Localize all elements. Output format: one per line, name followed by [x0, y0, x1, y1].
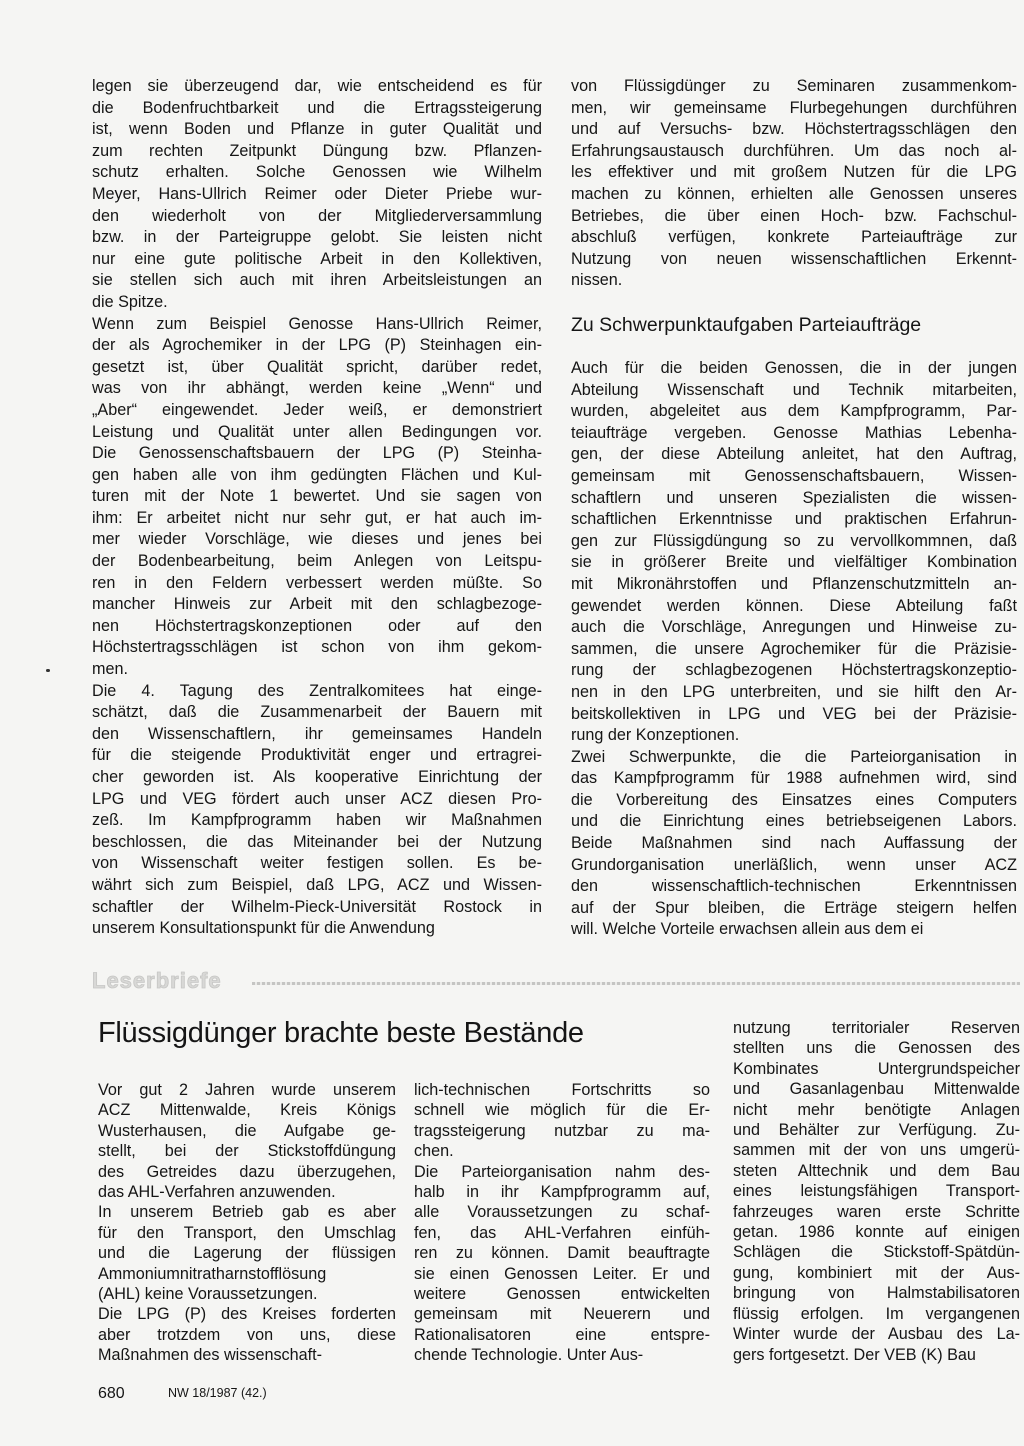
- text-line: Die LPG (P) des Kreises forderten: [98, 1305, 396, 1324]
- letter-column-2: [414, 1080, 710, 1366]
- text-line: men, wir gemeinsame Flurbegehungen durchführen: [571, 98, 1017, 117]
- text-line: alle Voraussetzungen zu schaf-: [414, 1203, 710, 1222]
- text-line: chen.: [414, 1142, 454, 1161]
- text-line: halb in ihr Kampfprogramm auf,: [414, 1183, 710, 1202]
- text-line: unserem Konsultationspunkt für die Anwendung: [92, 919, 435, 938]
- text-line: schaftlern und unseren Spezialisten die wissen-: [571, 488, 1017, 507]
- text-line: schutz erhalten. Solche Genossen wie Wilhelm: [92, 163, 542, 182]
- text-line: nen Höchstertragskonzeptionen oder auf den: [92, 616, 542, 635]
- article-column-top-right: [571, 76, 1017, 292]
- issue-reference: NW 18/1987 (42.): [168, 1386, 267, 1400]
- text-line: und die Lagerung der flüssigen: [98, 1244, 396, 1263]
- text-line: was von ihr abhängt, werden keine „Wenn“ und: [92, 379, 542, 398]
- text-line: getan. 1986 konnte auf einigen: [733, 1223, 1020, 1242]
- text-line: turen mit der Note 1 bewertet. Und sie sagen von: [92, 487, 542, 506]
- text-line: gewendet werden können. Diese Abteilung faßt: [571, 596, 1017, 615]
- text-line: von Flüssigdünger zu Seminaren zusammenkom-: [571, 77, 1017, 95]
- text-line: Die Genossenschaftsbauern der LPG (P) Steinha-: [92, 444, 542, 463]
- text-line: mit Mikronährstoffen und Pflanzenschutzmitteln an-: [571, 574, 1017, 593]
- text-line: mer wieder Vorschläge, wie dieses und jenes bei: [92, 530, 542, 549]
- text-line: Wenn zum Beispiel Genosse Hans-Ullrich Reimer,: [92, 314, 542, 333]
- text-line: gen zur Flüssigdüngung so zu vervollkommnen, daß: [571, 531, 1017, 550]
- text-line: aber trotzdem von uns, diese: [98, 1325, 396, 1344]
- text-line: ihm: Er arbeitet nicht nur sehr gut, er hat auch im-: [92, 508, 542, 527]
- text-line: Nutzung von neuen wissenschaftlichen Erkennt-: [571, 249, 1017, 268]
- text-line: Ammoniumnitratharnstofflösung: [98, 1264, 327, 1283]
- text-line: nur eine gute politische Arbeit in den Kollektiven,: [92, 249, 542, 268]
- text-line: Zwei Schwerpunkte, die die Parteiorganisation in: [571, 747, 1017, 766]
- text-line: cher geworden ist. Als kooperative Einrichtung der: [92, 768, 542, 786]
- text-line: nutzung territorialer Reserven: [733, 1019, 1020, 1037]
- text-line: ren zu können. Damit beauftragte: [414, 1244, 710, 1263]
- text-line: gemeinsam mit Genossenschaftsbauern, Wissen-: [571, 466, 1017, 485]
- text-line: zum rechten Zeitpunkt Düngung bzw. Pflanzen-: [92, 141, 542, 160]
- text-line: und auf Versuchs- bzw. Höchstertragsschlägen den: [571, 120, 1017, 139]
- text-line: gen haben alle von ihm gedüngten Flächen und Kul-: [92, 465, 542, 484]
- text-line: von Wissenschaft weiter festigen sollen. Es be-: [92, 854, 542, 873]
- text-line: ist, wenn Boden und Pflanze in guter Qualität und: [92, 120, 542, 139]
- text-line: rung der Konzeptionen.: [571, 726, 740, 745]
- text-line: schaftlichen Erkenntnisse und praktischen Erfahrun-: [571, 510, 1017, 529]
- text-line: währt sich zum Beispiel, daß LPG, ACZ und Wissen-: [92, 875, 542, 894]
- text-line: mancher Hinweis zur Arbeit mit den schlagbezoge-: [92, 595, 542, 614]
- text-line: wurden, abgeleitet aus dem Kampfprogramm, Par-: [571, 402, 1017, 421]
- text-line: lich-technischen Fortschritts so: [414, 1081, 710, 1099]
- text-line: beschlossen, die das Miteinander bei der Nutzung: [92, 832, 542, 851]
- text-line: machen zu können, erhielten alle Genossen unseres: [571, 184, 1017, 203]
- text-line: ren in den Feldern verbessert werden müßte. So: [92, 573, 542, 592]
- text-line: Schlägen die Stickstoff-Spätdün-: [733, 1243, 1020, 1262]
- page-number: 680: [98, 1385, 125, 1402]
- text-line: fahrzeuges waren erste Schritte: [733, 1202, 1020, 1221]
- text-line: stellten uns die Genossen des: [733, 1039, 1020, 1058]
- section-divider: [92, 968, 1020, 1002]
- text-line: ACZ Mittenwalde, Kreis Königs: [98, 1101, 396, 1120]
- text-line: stellt, bei der Stickstoffdüngung: [98, 1142, 396, 1161]
- text-line: der Bodenbearbeitung, beim Anlegen von Leitspu-: [92, 552, 542, 571]
- text-line: schätzt, daß die Zusammenarbeit der Bauern mit: [92, 703, 542, 722]
- text-line: die Spitze.: [92, 292, 168, 311]
- text-line: auch die Vorschläge, Anregungen und Hinweise zu-: [571, 618, 1017, 637]
- text-line: sie stellen sich auch mit ihren Arbeitsleistungen an: [92, 271, 542, 290]
- text-line: flüssig erfolgen. Im vergangenen: [733, 1304, 1020, 1323]
- text-line: Grundorganisation unerläßlich, wenn unser ACZ: [571, 855, 1017, 874]
- text-line: der als Agrochemiker in der LPG (P) Steinhagen ein-: [92, 336, 542, 355]
- divider-rule: [252, 982, 1020, 985]
- text-line: und Behälter zur Verfügung. Zu-: [733, 1121, 1020, 1140]
- text-line: Höchstertragsschlägen ist schon von ihm gekom-: [92, 638, 542, 657]
- text-line: (AHL) keine Voraussetzungen.: [98, 1285, 318, 1304]
- text-line: chende Technologie. Unter Aus-: [414, 1346, 644, 1365]
- subheading: [571, 314, 1017, 337]
- text-line: gung, kombiniert mit der Aus-: [733, 1263, 1020, 1282]
- text-line: weitere Genossen entwickelten: [414, 1285, 710, 1304]
- text-line: Vor gut 2 Jahren wurde unserem: [98, 1081, 396, 1099]
- text-line: nicht mehr benötigte Anlagen: [733, 1100, 1020, 1119]
- text-line: die Vorbereitung des Einsatzes eines Computers: [571, 790, 1017, 809]
- text-line: die Bodenfruchtbarkeit und die Ertragssteigerung: [92, 98, 542, 117]
- text-line: abschluß verfügen, konkrete Parteiaufträge zur: [571, 228, 1017, 247]
- text-line: gen, der diese Abteilung anleitet, hat den Auftrag,: [571, 445, 1017, 464]
- text-line: schaftler der Wilhelm-Pieck-Universität Rostock in: [92, 897, 542, 916]
- text-line: sammen, die unsere Agrochemiker für die Präzisie-: [571, 639, 1017, 658]
- text-line: Rationalisatoren eine entspre-: [414, 1325, 710, 1344]
- text-line: Leistung und Qualität unter allen Bedingungen vor.: [92, 422, 542, 441]
- text-line: Meyer, Hans-Ullrich Reimer oder Dieter Priebe wur-: [92, 184, 542, 203]
- text-line: das Kampfprogramm für 1988 aufnehmen wird, sind: [571, 769, 1017, 788]
- text-line: In unserem Betrieb gab es aber: [98, 1203, 396, 1222]
- text-line: für den Transport, den Umschlag: [98, 1223, 396, 1242]
- letter-column-1: [98, 1080, 396, 1366]
- text-line: rung der schlagbezogenen Höchstertragskonzeptio-: [571, 661, 1017, 680]
- text-line: Maßnahmen des wissenschaft-: [98, 1346, 323, 1365]
- text-line: den wiederholt von der Mitgliederversammlung: [92, 206, 542, 225]
- text-line: tragssteigerung nutzbar zu ma-: [414, 1121, 710, 1140]
- text-line: Auch für die beiden Genossen, die in der jungen: [571, 359, 1017, 377]
- text-line: bringung von Halmstabilisatoren: [733, 1284, 1020, 1303]
- text-line: Beide Maßnahmen sind nach Auffassung der: [571, 834, 1017, 853]
- text-line: gers fortgesetzt. Der VEB (K) Bau: [733, 1345, 976, 1364]
- text-line: eines leistungsfähigen Transport-: [733, 1182, 1020, 1201]
- article-column-top-right-continued: [571, 358, 1017, 941]
- text-line: den wissenschaftlich-technischen Erkenntnissen: [571, 877, 1017, 896]
- text-line: Die 4. Tagung des Zentralkomitees hat einge-: [92, 681, 542, 700]
- text-line: les effektiver und mit großem Nutzen für die LPG: [571, 163, 1017, 182]
- text-line: steten Alttechnik und dem Bau: [733, 1161, 1020, 1180]
- text-line: Winter wurde der Ausbau des La-: [733, 1325, 1020, 1344]
- letter-column-3: [733, 1018, 1020, 1365]
- text-line: den Wissenschaftlern, ihr gemeinsames Handeln: [92, 724, 542, 743]
- text-line: schnell wie möglich für die Er-: [414, 1101, 710, 1120]
- text-line: Wusterhausen, die Aufgabe ge-: [98, 1121, 396, 1140]
- letter-headline: Flüssigdünger brachte beste Bestände: [98, 1017, 584, 1049]
- text-line: Betriebes, die über einen Hoch- bzw. Fachschul-: [571, 206, 1017, 225]
- text-line: und Gasanlagenbau Mittenwalde: [733, 1080, 1020, 1099]
- text-line: sammen mit der von uns umgerü-: [733, 1141, 1020, 1160]
- text-line: sie einen Genossen Leiter. Er und: [414, 1264, 710, 1283]
- text-line: zeß. Im Kampfprogramm haben wir Maßnahmen: [92, 811, 542, 830]
- text-line: und die Einrichtung eines betriebseigenen Labors.: [571, 812, 1017, 831]
- text-line: Kombinates Untergrundspeicher: [733, 1059, 1020, 1078]
- subheading-text: Zu Schwerpunktaufgaben Parteiaufträge: [571, 314, 922, 336]
- section-label-leserbriefe: Leserbriefe: [92, 968, 222, 993]
- text-line: für die steigende Produktivität enger und ertragrei-: [92, 746, 542, 765]
- margin-speck: [46, 669, 50, 672]
- text-line: Die Parteiorganisation nahm des-: [414, 1162, 710, 1181]
- text-line: fen, das AHL-Verfahren einfüh-: [414, 1223, 710, 1242]
- text-line: sie in größerer Breite und vielfältiger Kombination: [571, 553, 1017, 572]
- text-line: „Aber“ eingewendet. Jeder weiß, er demonstriert: [92, 400, 542, 419]
- text-line: des Getreides dazu überzugehen,: [98, 1162, 396, 1181]
- text-line: bzw. in der Parteigruppe gelobt. Sie leisten nicht: [92, 228, 542, 247]
- text-line: Abteilung Wissenschaft und Technik mitarbeiten,: [571, 380, 1017, 399]
- text-line: men.: [92, 660, 128, 679]
- text-line: auf der Spur bleiben, die Erträge steigern helfen: [571, 898, 1017, 917]
- text-line: teiaufträge vergeben. Genosse Mathias Lebenha-: [571, 423, 1017, 442]
- text-line: gemeinsam mit Neuerern und: [414, 1305, 710, 1324]
- text-line: nen in den LPG unterbreiten, und sie hilft den Ar-: [571, 682, 1017, 701]
- text-line: beitskollektiven in LPG und VEG bei der Präzisie-: [571, 704, 1017, 723]
- text-line: LPG und VEG fördert auch unser ACZ diesen Pro-: [92, 789, 542, 808]
- text-line: nissen.: [571, 271, 623, 290]
- text-line: legen sie überzeugend dar, wie entscheidend es für: [92, 77, 542, 95]
- text-line: will. Welche Vorteile erwachsen allein aus dem ei: [571, 920, 924, 939]
- text-line: Erfahrungsaustausch durchführen. Um das noch al-: [571, 141, 1017, 160]
- article-column-top-left: [92, 76, 542, 940]
- text-line: gesetzt ist, über Qualität spricht, darüber redet,: [92, 357, 542, 376]
- text-line: das AHL-Verfahren anzuwenden.: [98, 1183, 336, 1202]
